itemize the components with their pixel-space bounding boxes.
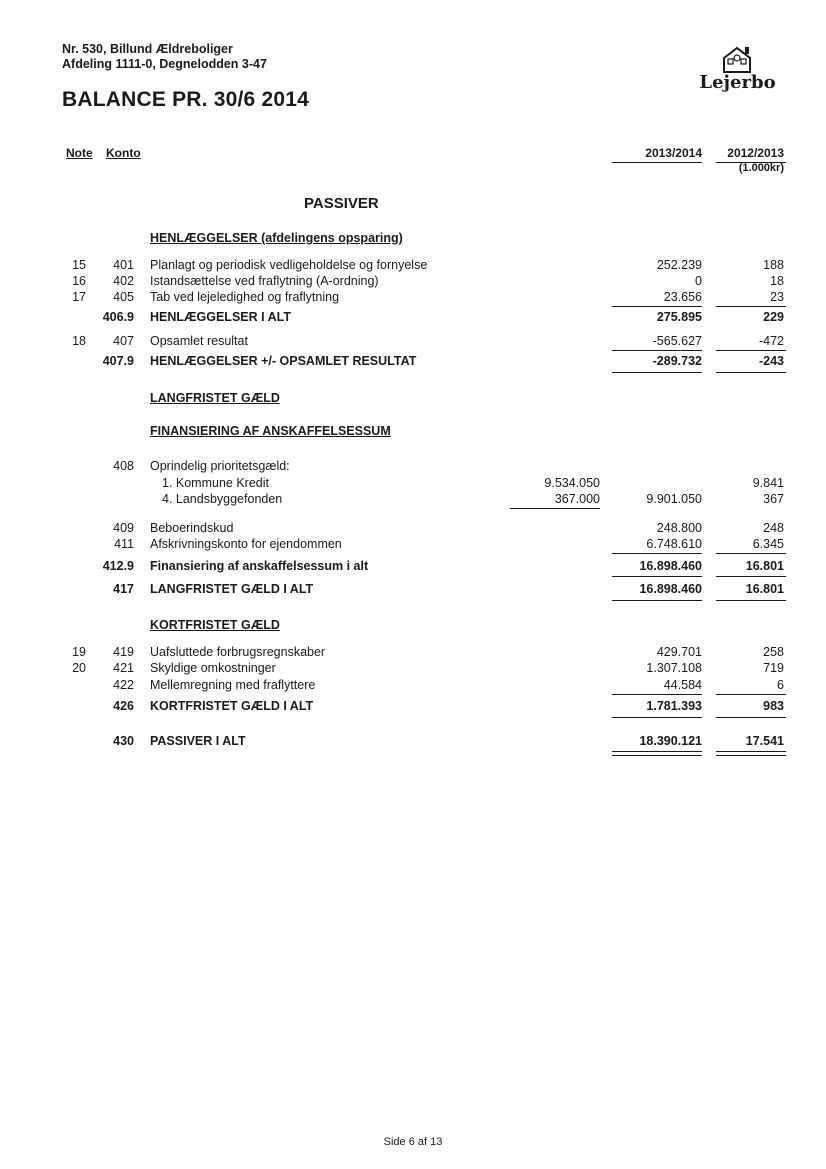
finansiering-heading: FINANSIERING AF ANSKAFFELSESSUM (150, 424, 391, 438)
note-column-header: Note (66, 146, 93, 160)
logo-text: Lejerbo (699, 72, 776, 93)
konto-column-header: Konto (106, 146, 141, 160)
year1-column-header: 2013/2014 (645, 146, 702, 160)
unit-label: (1.000kr) (738, 162, 784, 174)
lejerbo-logo (690, 44, 785, 100)
page-number: Side 6 af 13 (383, 1136, 443, 1148)
page-title: BALANCE PR. 30/6 2014 (62, 88, 309, 111)
department-address: Afdeling 1111-0, Degnelodden 3-47 (62, 57, 267, 71)
house-icon (690, 44, 785, 74)
year2-column-header: 2012/2013 (727, 146, 784, 160)
langfristet-heading: LANGFRISTET GÆLD (150, 391, 280, 405)
section-title-passiver: PASSIVER (304, 195, 379, 212)
henlaeggelser-heading: HENLÆGGELSER (afdelingens opsparing) (150, 231, 403, 245)
kortfristet-heading: KORTFRISTET GÆLD (150, 618, 280, 632)
organization-name: Nr. 530, Billund Ældreboliger (62, 42, 233, 56)
